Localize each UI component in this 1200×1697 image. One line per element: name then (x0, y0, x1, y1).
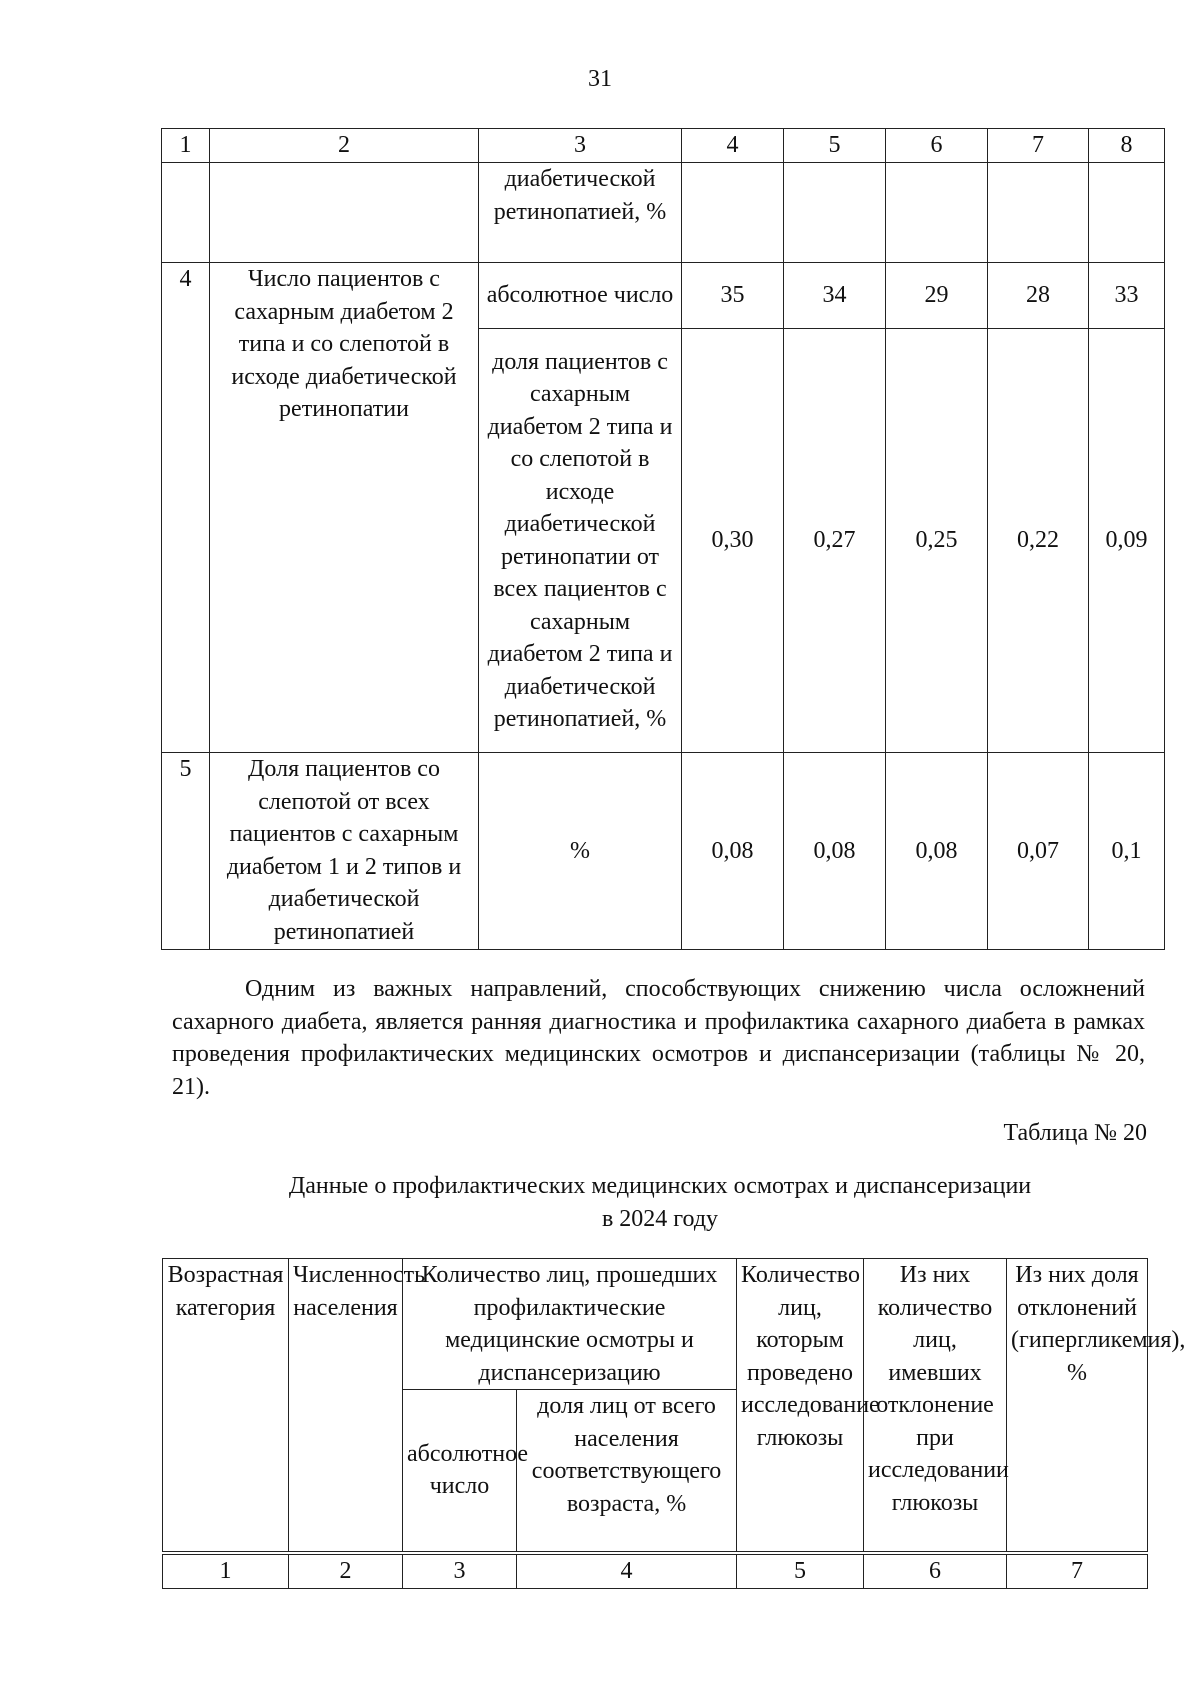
table-title-line: в 2024 году (601, 1206, 719, 1232)
value-cell: 0,25 (886, 329, 988, 753)
header-cell: абсолютное число (403, 1390, 517, 1553)
value-cell: 0,1 (1089, 753, 1165, 950)
column-number: 7 (1007, 1553, 1148, 1589)
value-cell: 0,22 (988, 329, 1089, 753)
header-cell: Возрастная категория (163, 1259, 289, 1553)
header-cell: Количество лиц, которым проведено исследование глюкозы (737, 1259, 864, 1553)
header-cell: 5 (784, 129, 886, 163)
column-number: 6 (864, 1553, 1007, 1589)
header-cell: Численность населения (289, 1259, 403, 1553)
page-number: 31 (588, 66, 612, 92)
header-cell: 8 (1089, 129, 1165, 163)
table-title-line: Данные о профилактических медицинских осмотрах и диспансеризации (288, 1173, 1032, 1199)
header-cell: 6 (886, 129, 988, 163)
value-cell: 0,08 (886, 753, 988, 950)
value-cell: 0,09 (1089, 329, 1165, 753)
value-cell: 0,27 (784, 329, 886, 753)
table-row (162, 753, 1165, 950)
header-cell: доля лиц от всего населения соответствующего возраста, % (517, 1390, 737, 1553)
table-header-row (163, 1259, 1148, 1390)
indicator-cell: Число пациентов с сахарным диабетом 2 типа и со слепотой в исходе диабетической ретинопатии (210, 263, 479, 753)
table-row (162, 263, 1165, 329)
unit-cell: диабетической ретинопатией, % (479, 163, 682, 263)
value-cell: 33 (1089, 263, 1165, 329)
column-number: 5 (737, 1553, 864, 1589)
header-cell: 7 (988, 129, 1089, 163)
value-cell: 35 (682, 263, 784, 329)
column-number: 1 (163, 1553, 289, 1589)
table-row (162, 163, 1165, 263)
value-cell: 0,08 (682, 753, 784, 950)
value-cell: 0,30 (682, 329, 784, 753)
value-cell: 34 (784, 263, 886, 329)
header-cell: Количество лиц, прошедших профилактические медицинские осмотры и диспансеризацию (403, 1259, 737, 1390)
header-cell: 4 (682, 129, 784, 163)
screening-table (162, 1258, 1186, 1589)
outcomes-table (161, 128, 1165, 950)
table-header-row (162, 129, 1165, 163)
column-number: 3 (403, 1553, 517, 1589)
indicator-cell: Доля пациентов со слепотой от всех пациентов с сахарным диабетом 1 и 2 типов и диабетической ретинопатией (210, 753, 479, 950)
value-cell: 28 (988, 263, 1089, 329)
column-number: 4 (517, 1553, 737, 1589)
unit-cell: % (479, 753, 682, 950)
header-cell: Из них доля отклонений (гипергликемия), % (1007, 1259, 1148, 1553)
body-paragraph: Одним из важных направлений, способствующих снижению числа осложнений сахарного диабета, является ранняя диагностика и профилактика сахарного диабета в рамках проведения профилактических медицинских осмотров и диспансеризации (таблицы № 20, 21). (172, 976, 1145, 1100)
row-number: 5 (162, 753, 210, 950)
header-cell: 2 (210, 129, 479, 163)
table-title (160, 1170, 1160, 1236)
table-label: Таблица № 20 (1003, 1120, 1147, 1146)
column-number: 2 (289, 1553, 403, 1589)
unit-cell: доля пациентов с сахарным диабетом 2 типа и со слепотой в исходе диабетической ретинопатии от всех пациентов с сахарным диабетом 2 типа и диабетической ретинопатией, % (479, 329, 682, 753)
header-cell: 3 (479, 129, 682, 163)
table-row (163, 1553, 1148, 1589)
header-cell: 1 (162, 129, 210, 163)
unit-cell: абсолютное число (479, 263, 682, 329)
header-cell: Из них количество лиц, имевших отклонение при исследовании глюкозы (864, 1259, 1007, 1553)
value-cell: 0,08 (784, 753, 886, 950)
value-cell: 0,07 (988, 753, 1089, 950)
value-cell: 29 (886, 263, 988, 329)
row-number: 4 (162, 263, 210, 753)
